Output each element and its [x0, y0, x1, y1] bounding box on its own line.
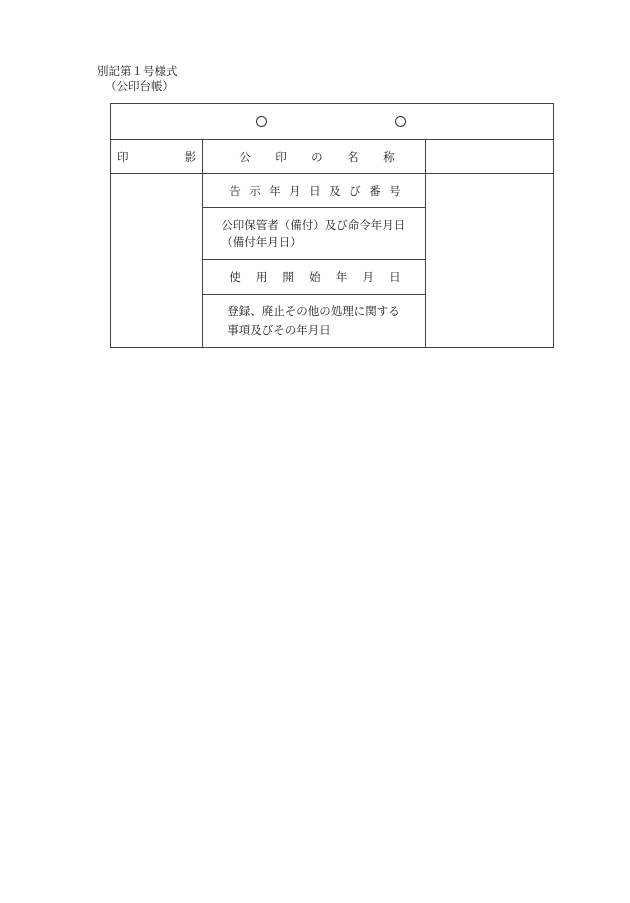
registration-label — [203, 295, 425, 348]
seal-name-char: 名 — [347, 149, 359, 164]
notice-char: 及 — [329, 183, 341, 198]
registration-line-1: 登録、廃止その他の処理に関する — [227, 304, 400, 318]
seal-impression-area — [111, 174, 203, 348]
header-row — [111, 140, 554, 174]
right-circle-mark — [395, 116, 406, 127]
seal-name-value-cell — [425, 140, 553, 174]
seal-impression-header — [111, 140, 203, 174]
notice-char: 号 — [389, 183, 401, 198]
seal-name-char: 公 — [239, 149, 251, 164]
notice-char: 月 — [289, 183, 301, 198]
seal-ledger-table — [110, 103, 554, 348]
notice-char: 告 — [229, 183, 241, 198]
start-use-char: 開 — [282, 270, 295, 284]
seal-name-char: 印 — [275, 149, 287, 164]
form-number-title: 別記第１号様式 — [97, 64, 178, 78]
seal-name-header — [203, 140, 425, 174]
start-use-char: 使 — [229, 270, 241, 284]
notice-date-number-label — [203, 174, 425, 208]
start-use-char: 用 — [255, 270, 268, 284]
form-subtitle: （公印台帳） — [105, 79, 174, 93]
seal-impression-char: 影 — [184, 149, 197, 164]
notice-char: 番 — [369, 183, 381, 198]
notice-char: 年 — [269, 183, 281, 198]
notice-char: び — [349, 183, 361, 198]
start-use-char: 月 — [362, 270, 374, 284]
notice-char: 日 — [309, 183, 321, 198]
custodian-line-2: （備付年月日） — [221, 234, 302, 249]
registration-line-2: 事項及びその年月日 — [227, 323, 331, 337]
seal-name-char: 称 — [383, 149, 395, 164]
details-value-area — [425, 174, 553, 348]
custodian-line-1: 公印保管者（備付）及び命令年月日 — [221, 217, 406, 232]
circle-marks-row — [111, 104, 554, 140]
start-use-date-label — [203, 260, 425, 295]
notice-char: 示 — [249, 183, 261, 198]
start-use-char: 始 — [309, 270, 321, 284]
left-circle-mark — [256, 116, 267, 127]
notice-row — [111, 174, 554, 208]
seal-name-char: の — [311, 149, 323, 164]
start-use-char: 日 — [389, 270, 401, 284]
circle-marks-cell — [111, 104, 554, 140]
start-use-char: 年 — [335, 270, 348, 284]
custodian-label — [203, 208, 425, 260]
seal-impression-char: 印 — [117, 149, 129, 164]
